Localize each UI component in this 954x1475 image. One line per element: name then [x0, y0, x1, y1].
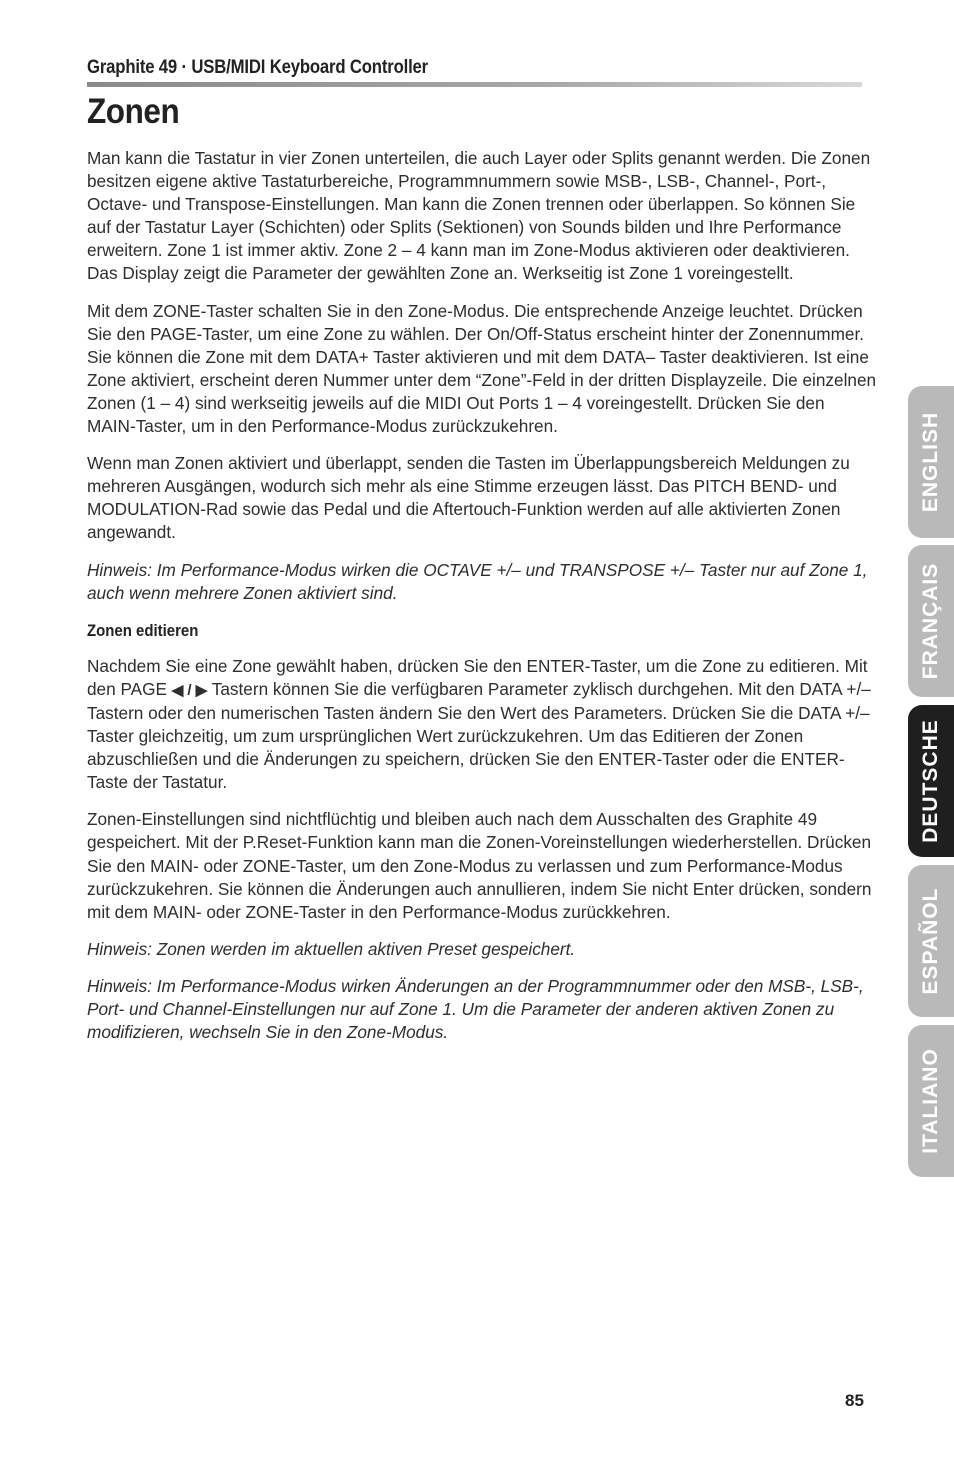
paragraph-overlap: Wenn man Zonen aktiviert und überlappt, senden die Tasten im Überlappungsbereich Meldungen zu mehreren Ausgängen, wodurch sich mehr als eine Stimme erzeugen lässt. Das PITCH BEND- und MODULATION-Rad sowie das Pedal und die Aftertouch-Funktion werden auf alle aktivierten Zonen angewandt. — [87, 453, 850, 543]
running-header: Graphite 49 · USB/MIDI Keyboard Controller — [87, 57, 428, 78]
language-tab-label: ENGLISH — [919, 411, 942, 513]
language-tab-label: DEUTSCHE — [919, 719, 942, 843]
language-tab-label: FRANÇAIS — [919, 562, 942, 680]
language-tab-label: ESPAÑOL — [919, 887, 942, 995]
note-preset: Hinweis: Zonen werden im aktuellen aktiven Preset gespeichert. — [87, 938, 576, 959]
editing-text-end: Tastern können Sie die verfügbaren Parameter zyklisch durchgehen. Mit den DATA +/– Tastern oder den numerischen Tasten ändern Sie den Wert des Parameters. Drücken Sie die DATA +/– Taster gleichzeitig, um zum ursprünglichen Wert zurückzukehren. Um das Editieren der Zonen abzuschließen und die Änderungen zu speichern, drücken Sie den ENTER-Taster oder die ENTER-Taste der Tastatur. — [87, 678, 871, 793]
page-number: 85 — [845, 1391, 864, 1410]
header-rule — [87, 82, 862, 87]
page-arrows-icon: ◀ / ▶ — [171, 681, 208, 699]
language-tab-espanol[interactable] — [908, 865, 954, 1017]
language-tab-francais[interactable] — [908, 545, 954, 697]
page-title: Zonen — [87, 92, 180, 131]
paragraph-intro: Man kann die Tastatur in vier Zonen unterteilen, die auch Layer oder Splits genannt werden. Die Zonen besitzen eigene aktive Tastaturbereiche, Programmnummern sowie MSB-, LSB-, Channel-, Port-, Octave- und Transpose-Einstellungen. Man kann die Zonen trennen oder überlappen. So können Sie auf der Tastatur Layer (Schichten) oder Splits (Sektionen) von Sounds bilden und Ihre Performance erweitern. Zone 1 ist immer aktiv. Zone 2 – 4 kann man im Zone-Modus aktivieren oder deaktivieren. Das Display zeigt die Parameter der gewählten Zone an. Werkseitig ist Zone 1 voreingestellt. — [87, 148, 871, 284]
editing-text-start: Nachdem Sie eine Zone gewählt haben, drücken Sie den ENTER-Taster, um die Zone zu editieren. Mit den PAGE — [87, 655, 868, 699]
paragraph-editing — [87, 655, 877, 795]
note-octave-transpose: Hinweis: Im Performance-Modus wirken die OCTAVE +/– und TRANSPOSE +/– Taster nur auf Zone 1, auch wenn mehrere Zonen aktiviert sind. — [87, 559, 868, 603]
language-tab-english[interactable] — [908, 386, 954, 538]
main-content — [87, 147, 877, 1058]
paragraph-settings: Zonen-Einstellungen sind nichtflüchtig und bleiben auch nach dem Ausschalten des Graphite 49 gespeichert. Mit der P.Reset-Funktion kann man die Zonen-Voreinstellungen wiederherstellen. Drücken Sie den MAIN- oder ZONE-Taster, um den Zone-Modus zu verlassen und zum Performance-Modus zurückzukehren. Sie können die Änderungen auch annullieren, indem Sie nicht Enter drücken, sondern mit dem MAIN- oder ZONE-Taster in den Performance-Modus zurückkehren. — [87, 809, 872, 922]
language-tab-italiano[interactable] — [908, 1025, 954, 1177]
language-tab-label: ITALIANO — [919, 1048, 942, 1154]
note-performance-mode: Hinweis: Im Performance-Modus wirken Änderungen an der Programmnummer oder den MSB-, LSB-, Port- und Channel-Einstellungen nur auf Zone 1. Um die Parameter der anderen aktiven Zonen zu modifizieren, wechseln Sie in den Zone-Modus. — [87, 975, 864, 1043]
language-tab-deutsche[interactable] — [908, 705, 954, 857]
subheading-zonen-editieren: Zonen editieren — [87, 620, 199, 640]
paragraph-zone-mode: Mit dem ZONE-Taster schalten Sie in den Zone-Modus. Die entsprechende Anzeige leuchtet. Drücken Sie den PAGE-Taster, um eine Zone zu wählen. Der On/Off-Status erscheint hinter der Zonennummer. Sie können die Zone mit dem DATA+ Taster aktivieren und mit dem DATA– Taster deaktivieren. Ist eine Zone aktiviert, erscheint deren Nummer unter dem “Zone”-Feld in der dritten Displayzeile. Die einzelnen Zonen (1 – 4) sind werkseitig jeweils auf die MIDI Out Ports 1 – 4 voreingestellt. Drücken Sie den MAIN-Taster, um in den Performance-Modus zurückzukehren. — [87, 300, 877, 437]
